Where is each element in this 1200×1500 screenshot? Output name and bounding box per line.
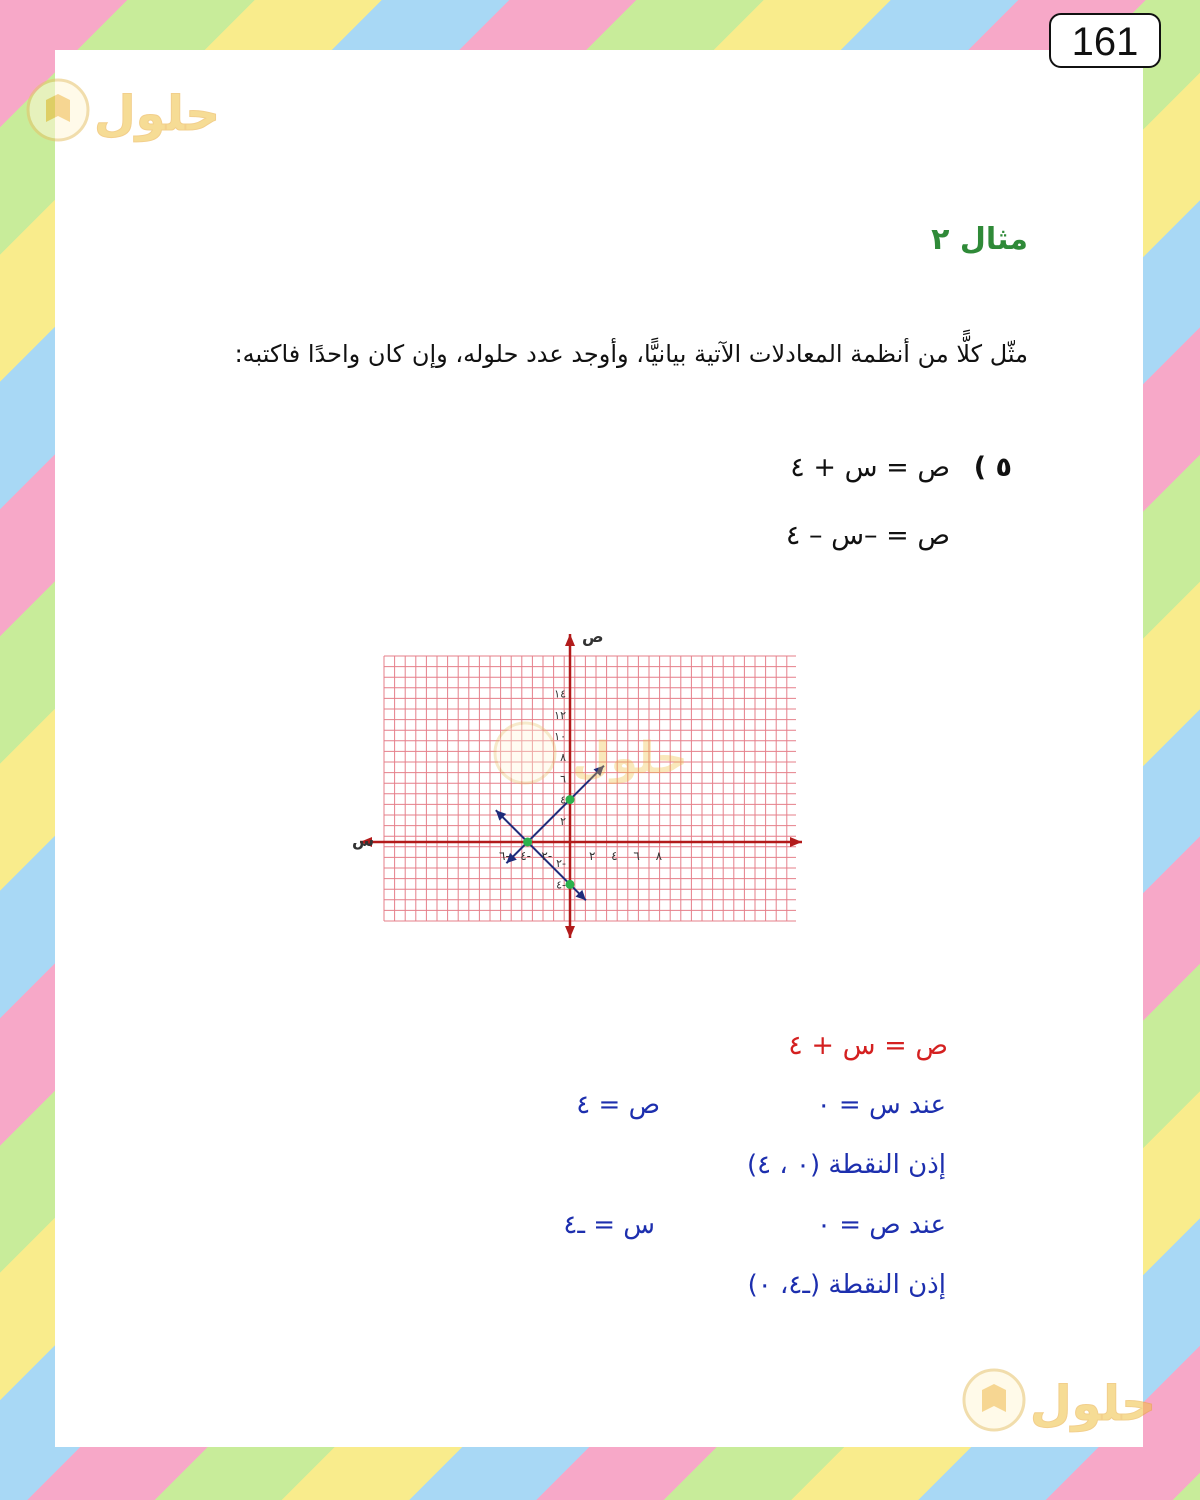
y-tick-label: ٢: [560, 814, 566, 828]
logo-bottom-right: [958, 1360, 1168, 1444]
solution-equation: ص = س + ٤: [788, 1030, 948, 1061]
grid: [384, 656, 796, 921]
equation-1: ص = س + ٤: [790, 452, 950, 483]
y-tick-label: ٤: [560, 793, 566, 807]
x-tick-label: ٢: [588, 849, 596, 863]
question-number: ٥ ): [973, 452, 1012, 483]
intersection-point: [523, 838, 532, 847]
y-tick-label: ١٢: [554, 708, 566, 722]
y-tick-label: ١٤: [554, 687, 566, 701]
x-tick-label: ٤-: [520, 849, 531, 863]
logo-top-left: [22, 72, 232, 156]
solution-point-1: إذن النقطة (٠ ، ٤): [747, 1150, 946, 1180]
logo-text: حلول: [94, 86, 220, 142]
solution-step2-left: عند ص = ٠: [817, 1210, 946, 1240]
coordinate-graph: [340, 620, 820, 950]
svg-text:حلول: حلول: [572, 733, 688, 784]
y-tick-label: ٦: [560, 772, 566, 786]
logo-text: حلول: [1030, 1376, 1156, 1432]
solution-step2-right: س = ـ٤: [563, 1210, 655, 1240]
y-tick-label: ١٠: [554, 730, 566, 743]
plotted-lines: [496, 766, 604, 901]
x-tick-label: ٦-: [499, 849, 510, 863]
x-axis-label: س: [352, 831, 375, 850]
page-number: 161: [1049, 13, 1161, 68]
y-axis-arrow-down: [565, 926, 575, 938]
x-tick-label: ٨: [655, 849, 663, 863]
x-tick-label: ٦: [633, 849, 640, 863]
y-axis-label: ص: [582, 627, 604, 646]
solution-step1-left: عند س = ٠: [816, 1090, 946, 1120]
x-tick-label: ٤: [611, 849, 618, 863]
y-tick-label: ٤-: [556, 878, 566, 892]
intersection-point: [566, 880, 575, 889]
instruction-text: مثّل كلًّا من أنظمة المعادلات الآتية بيانيًّا، وأوجد عدد حلوله، وإن كان واحدًا فاكتبه:: [234, 340, 1028, 368]
example-title: مثال ٢: [931, 222, 1028, 257]
y-axis-arrow-up: [565, 634, 575, 646]
graph-watermark-logo: [495, 723, 688, 784]
y-tick-label: ٨: [560, 751, 566, 765]
equation-2: ص = –س – ٤: [785, 520, 950, 551]
x-axis-arrow-right: [790, 837, 802, 847]
x-tick-label: ٢-: [541, 849, 553, 863]
y-tick-label: ٢-: [556, 857, 566, 871]
intersection-point: [566, 795, 575, 804]
solution-step1-right: ص = ٤: [576, 1090, 660, 1120]
solution-point-2: إذن النقطة (ـ٤، ٠): [747, 1270, 946, 1300]
